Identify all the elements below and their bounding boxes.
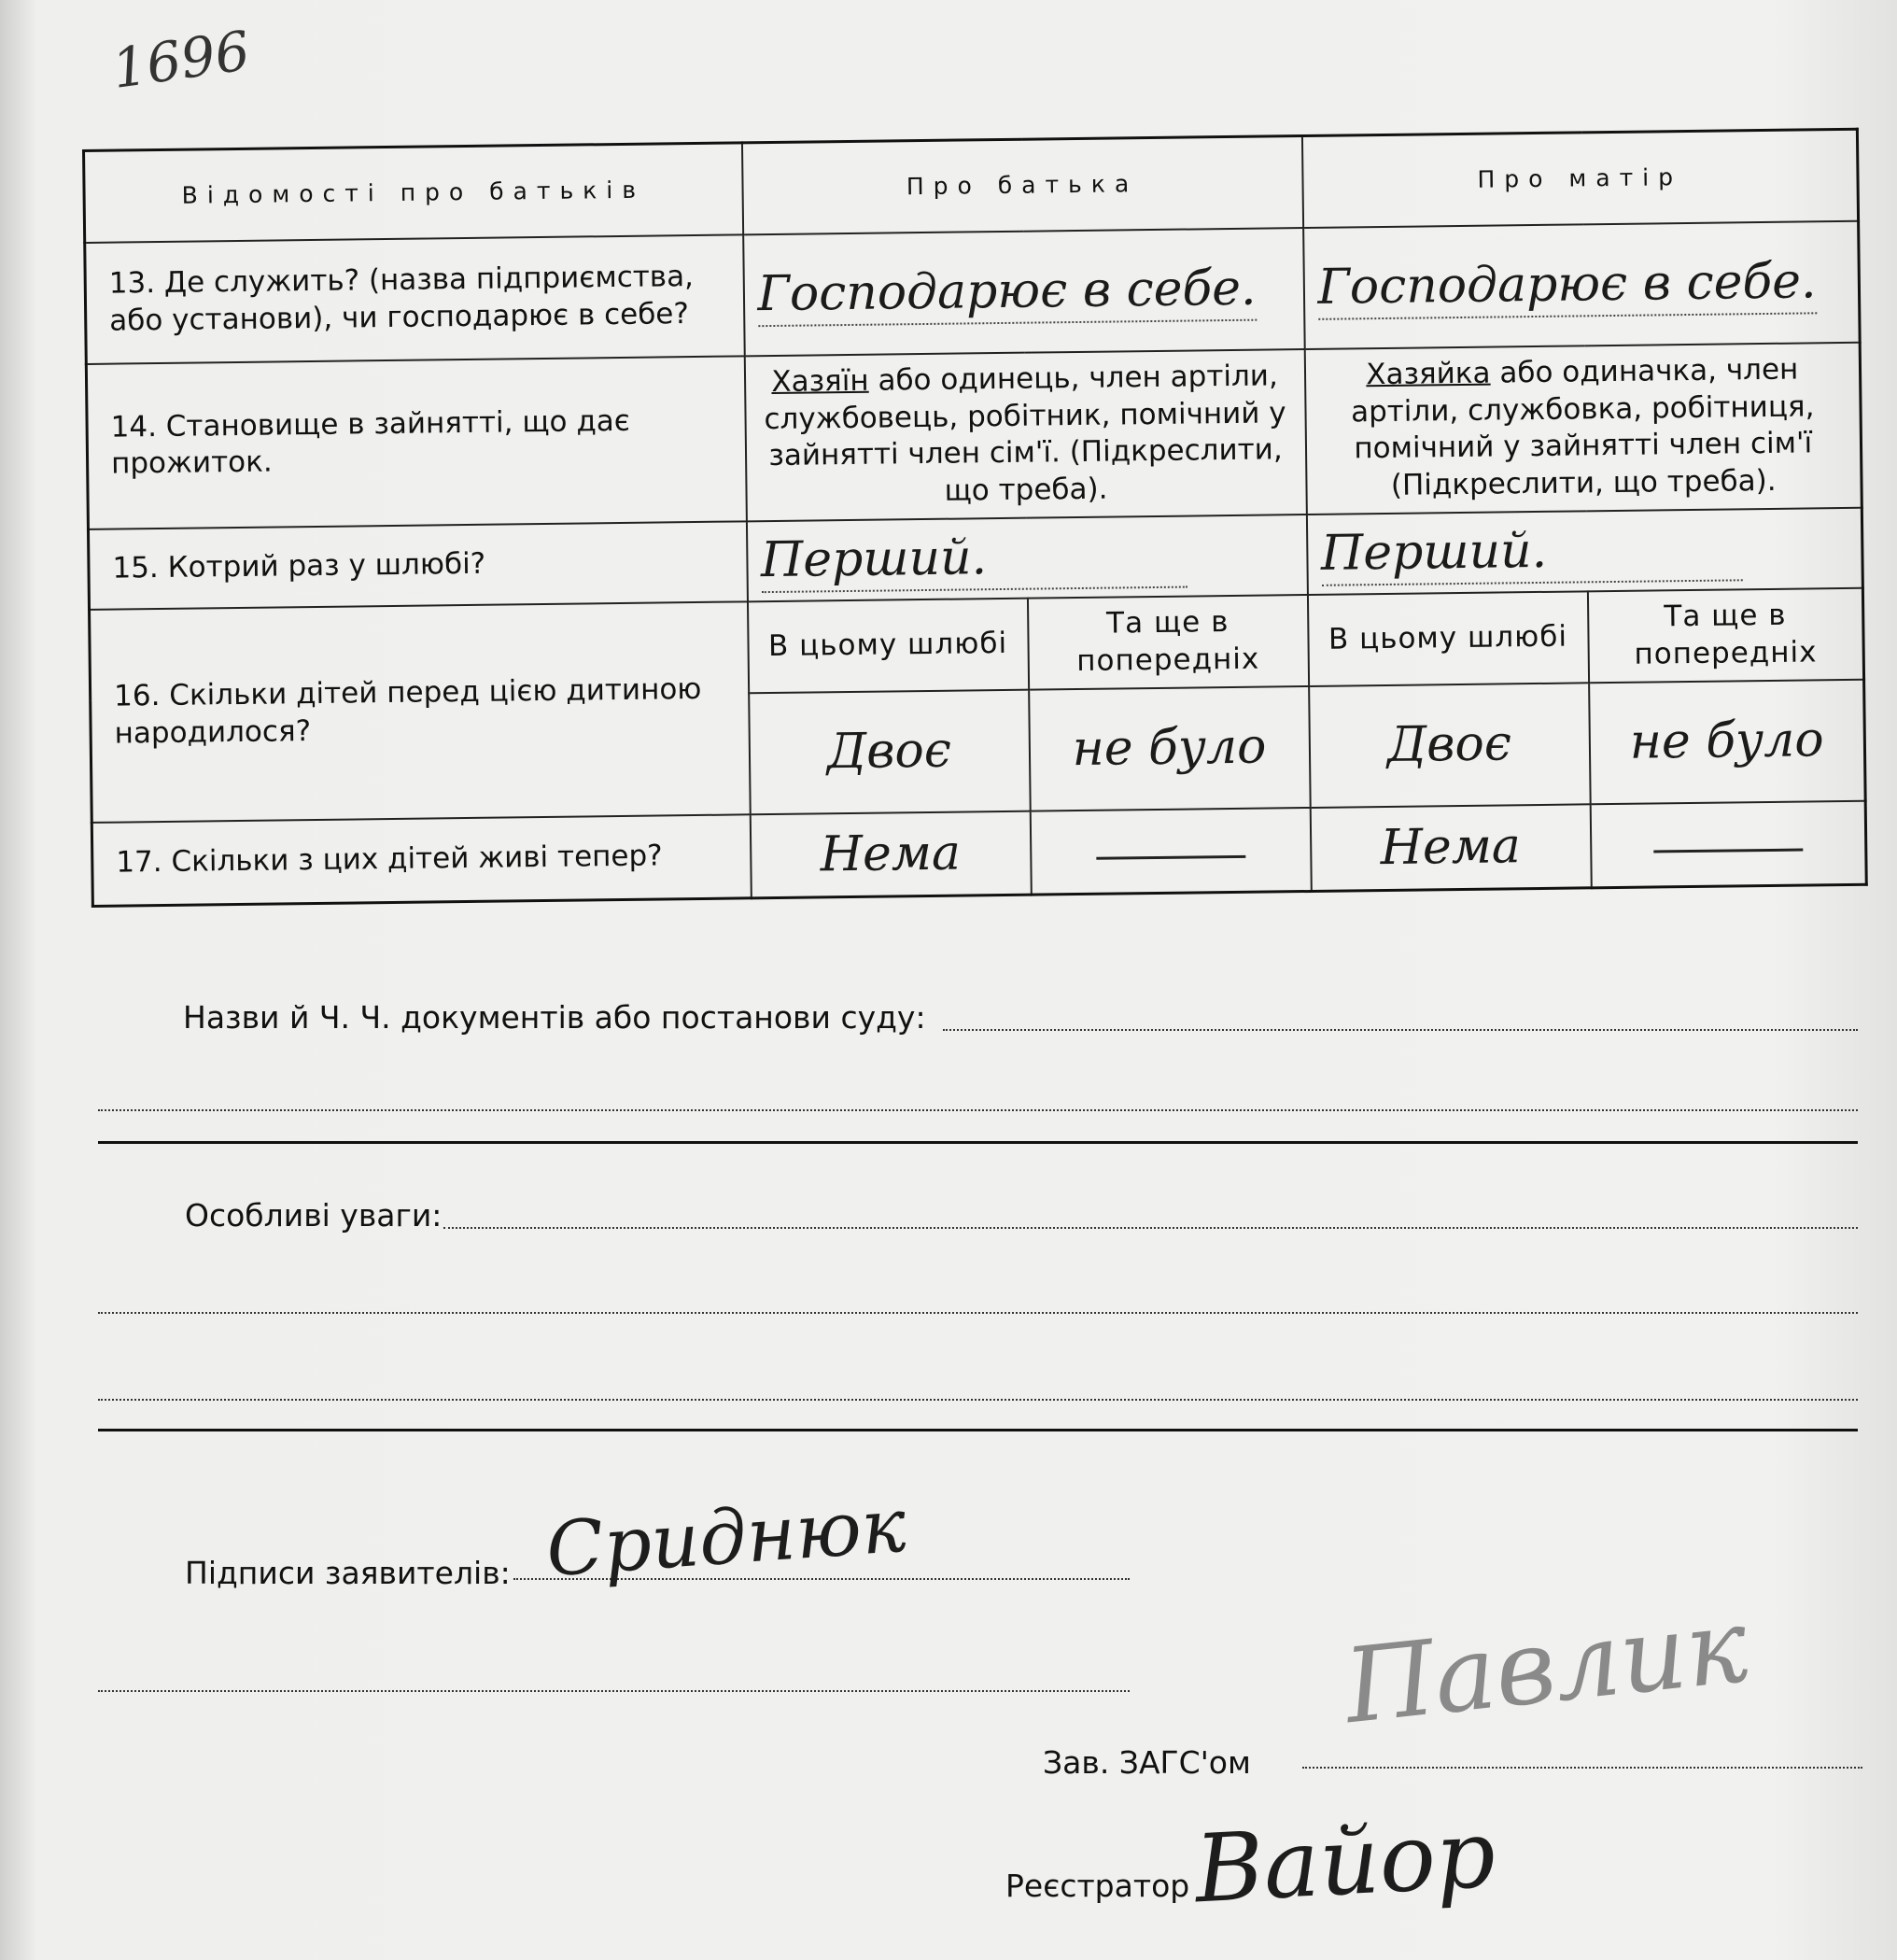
handwritten-text: Перший. (1320, 517, 1742, 586)
handwritten-text: Господарює в себе. (757, 257, 1257, 327)
head-dotted-line (1302, 1767, 1862, 1769)
subheader-father-previous: Та ще в попередніх (1027, 595, 1308, 689)
signatures-dotted-line-2 (98, 1690, 1130, 1692)
documents-label: Назви й Ч. Ч. документів або постанови суду: (183, 999, 926, 1036)
question-13: 13. Де служить? (назва підприємства, або установи), чи господарює в себе? (85, 234, 745, 364)
answer-14-mother (1304, 343, 1862, 515)
answer-17-father-previous (1030, 808, 1311, 895)
answer-17-father-this (750, 811, 1031, 898)
dash-mark (1653, 849, 1803, 853)
applicant-signature: Сриднюк (543, 1481, 909, 1594)
header-father: Про батька (741, 136, 1302, 235)
documents-dotted-line-2 (98, 1109, 1858, 1111)
remarks-dotted-line-3 (98, 1399, 1858, 1401)
parents-info-table (82, 128, 1868, 908)
question-14: 14. Становище в зайнятті, що дає прожиток. (86, 356, 746, 529)
dash-mark (1096, 855, 1245, 860)
documents-dotted-line (943, 1029, 1858, 1031)
table-row-14 (86, 343, 1862, 529)
handwritten-text: Двоє (826, 722, 952, 781)
handwritten-text: не було (1629, 712, 1824, 771)
answer-15-father (746, 515, 1307, 602)
options-text: або одинець, член артіли, службовець, робітник, помічний у зайнятті член сім'ї. (Підкреслити, що треба). (764, 359, 1286, 508)
head-label: Зав. ЗАГС'ом (1043, 1744, 1251, 1781)
section-divider (98, 1141, 1858, 1144)
section-divider (98, 1429, 1858, 1431)
table-row-13 (85, 221, 1860, 364)
answer-13-mother (1303, 221, 1861, 349)
head-signature: Павлик (1339, 1585, 1753, 1747)
registrar-label: Реєстратор (1005, 1868, 1190, 1904)
remarks-label: Особливі уваги: (185, 1197, 443, 1234)
handwritten-text: Нема (820, 825, 962, 883)
header-parents-info: Відомості про батьків (84, 143, 743, 243)
handwritten-text: Господарює в себе. (1317, 250, 1817, 320)
underlined-option: Хазяїн (771, 363, 869, 399)
answer-17-mother-this (1310, 804, 1591, 892)
answer-13-father (743, 228, 1305, 356)
question-15: 15. Котрий раз у шлюбі? (88, 521, 747, 610)
underlined-option: Хазяйка (1366, 356, 1491, 392)
signatures-label: Підписи заявителів: (185, 1555, 511, 1591)
remarks-dotted-line (443, 1227, 1858, 1229)
corner-note: 1696 (107, 19, 254, 101)
remarks-dotted-line-2 (98, 1312, 1858, 1314)
question-17: 17. Скільки з цих дітей живі тепер? (91, 814, 751, 907)
handwritten-text: Двоє (1386, 715, 1512, 774)
subheader-mother-this: В цьому шлюбі (1307, 592, 1588, 686)
handwritten-text: не було (1072, 718, 1267, 778)
subheader-mother-previous: Та ще в попередніх (1587, 588, 1863, 683)
answer-16-father-this (749, 689, 1031, 814)
answer-14-father (744, 349, 1306, 521)
header-mother: Про матір (1301, 129, 1858, 228)
handwritten-text: Нема (1380, 818, 1522, 877)
question-16: 16. Скільки дітей перед цією дитиною народилося? (90, 602, 751, 823)
answer-16-father-previous (1029, 686, 1311, 811)
registrar-signature: Вайор (1192, 1798, 1498, 1925)
answer-17-mother-previous (1590, 800, 1866, 888)
answer-15-mother (1306, 507, 1862, 595)
answer-16-mother-this (1309, 683, 1591, 808)
subheader-father-this: В цьому шлюбі (747, 599, 1028, 693)
options-text: або одиначка, член артіли, службовка, робітниця, помічний у зайнятті член сім'ї (Підкреслити, що треба). (1350, 352, 1815, 502)
handwritten-text: Перший. (761, 524, 1187, 593)
answer-16-mother-previous (1589, 679, 1866, 804)
